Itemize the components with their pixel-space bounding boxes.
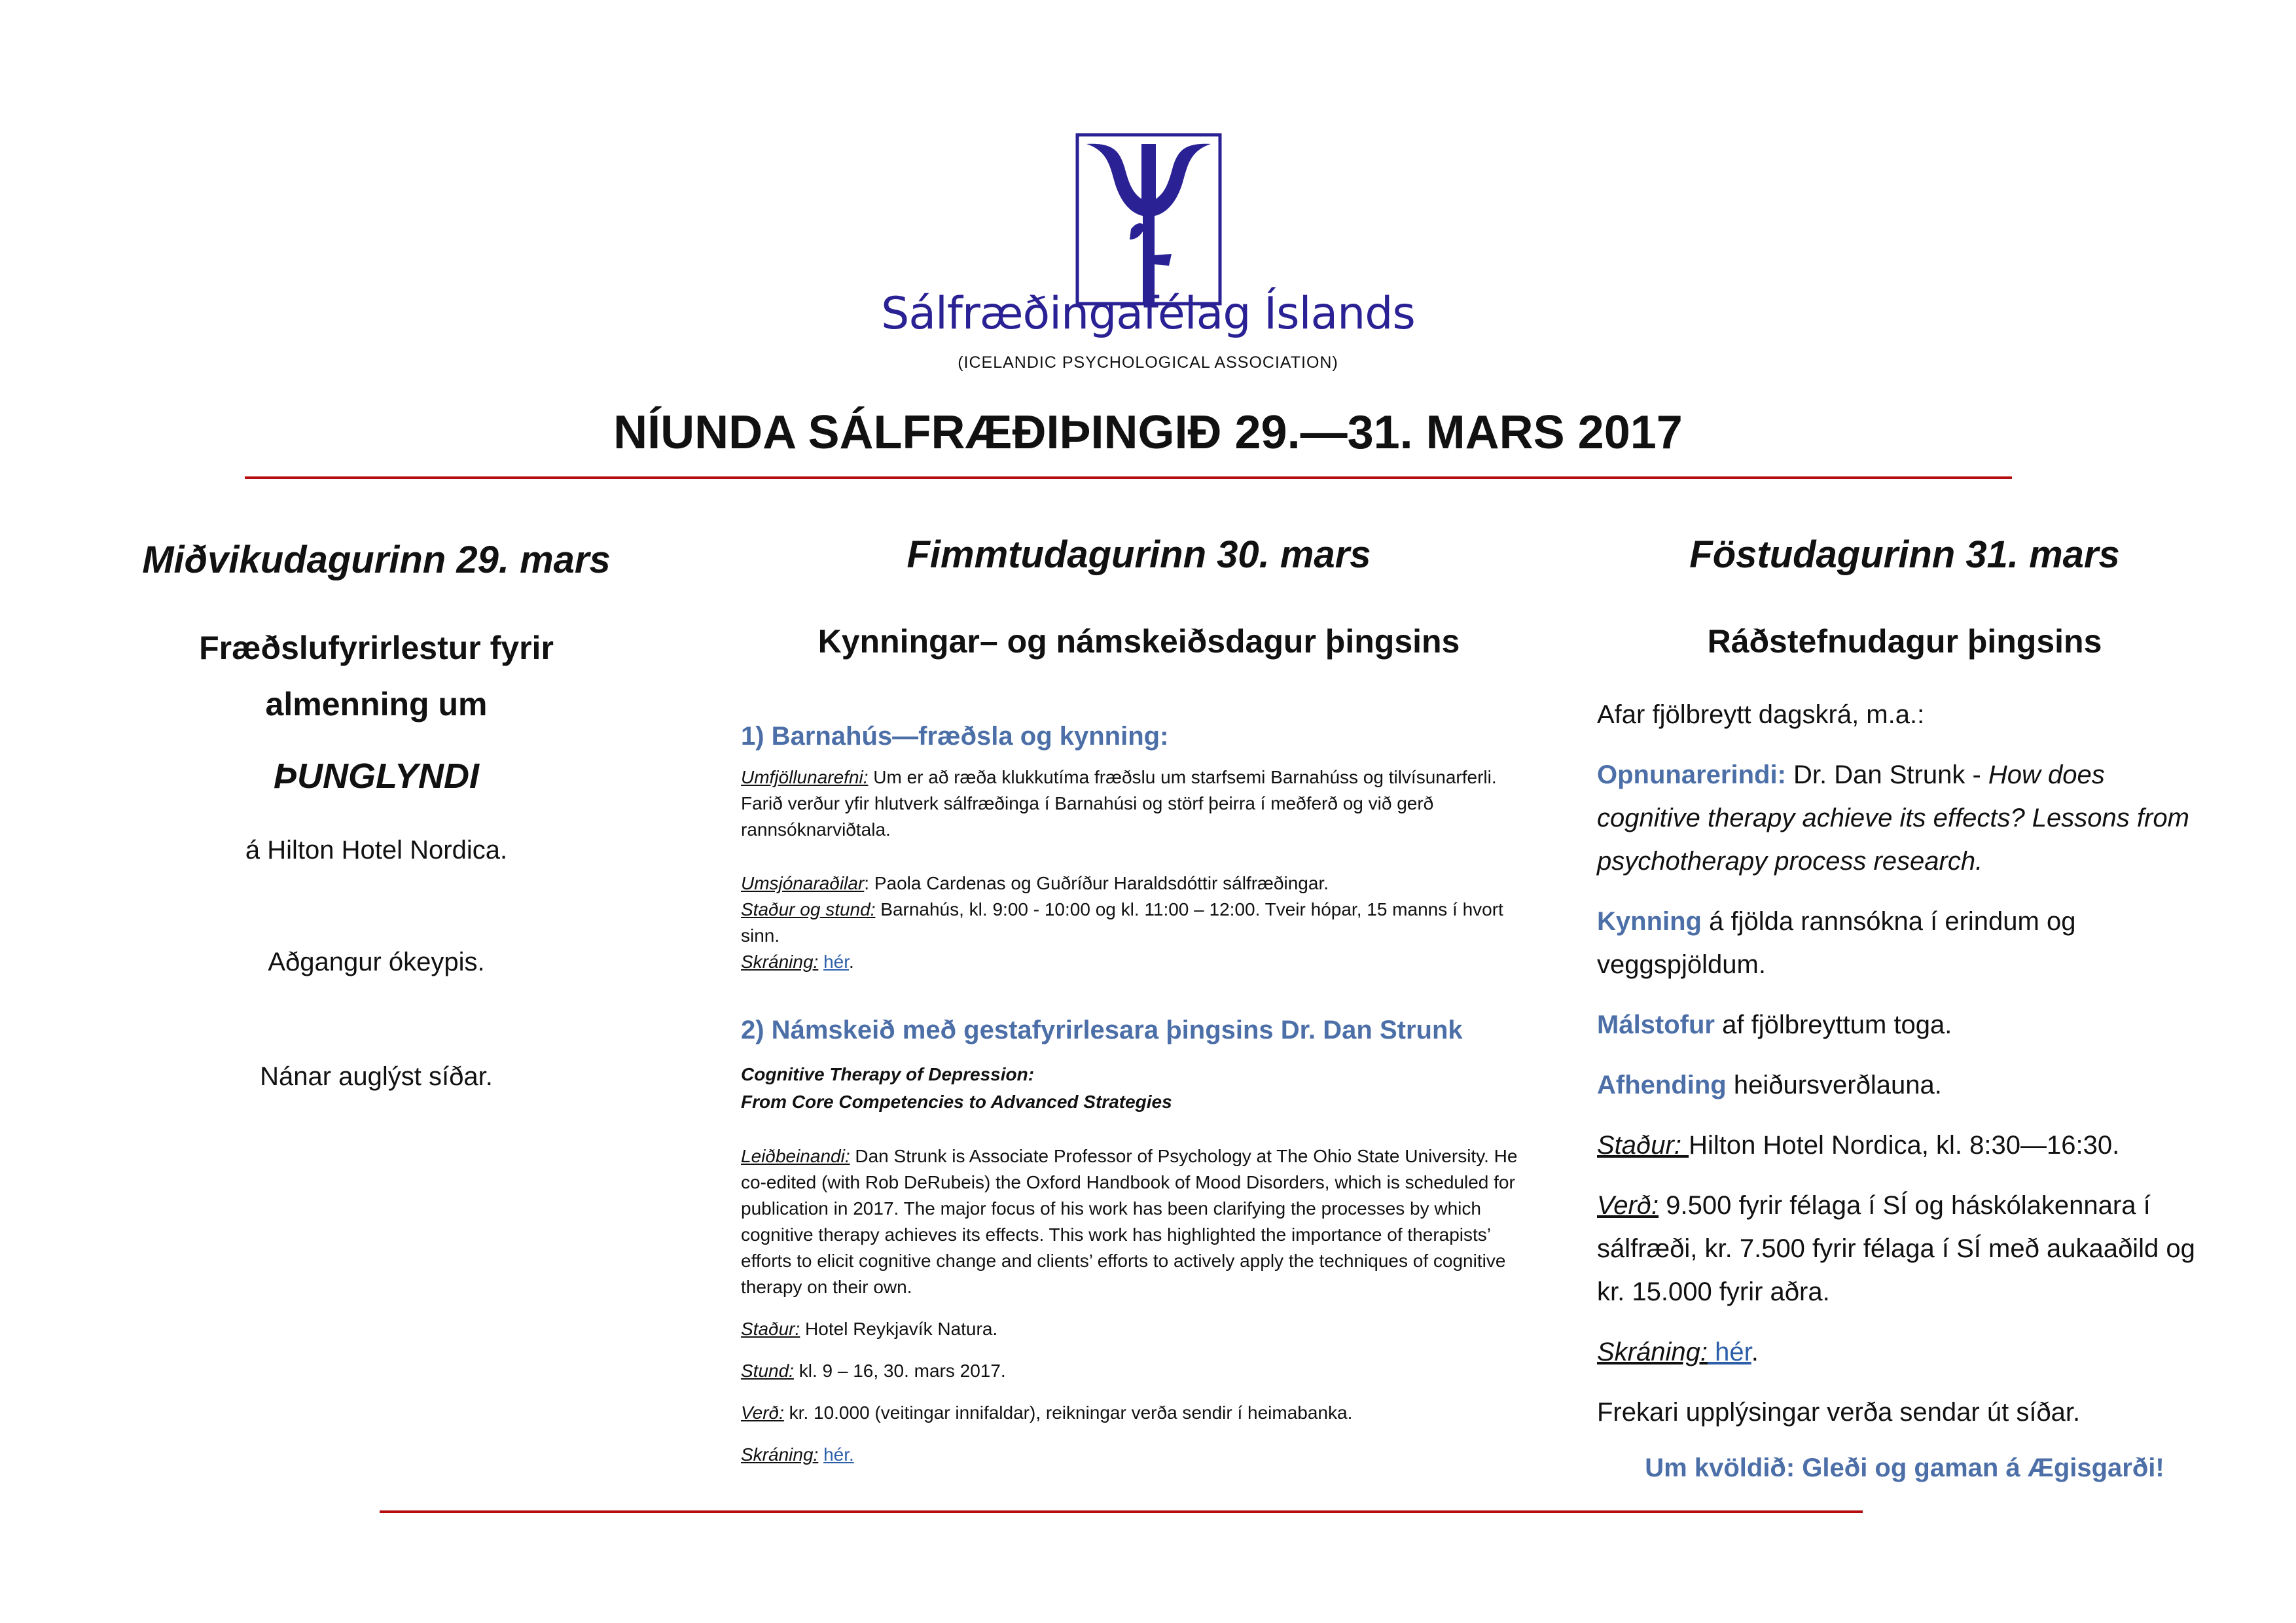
section2-price-label: Verð:	[741, 1402, 784, 1423]
day2-heading: Fimmtudagurinn 30. mars	[906, 533, 1371, 576]
section2-book-title	[741, 1061, 1537, 1116]
day1-topic: ÞUNGLYNDI	[273, 757, 479, 796]
day1-admission: Aðgangur ókeypis.	[268, 948, 485, 976]
day3-kynning-text: á fjölda rannsókna í erindum og veggspjöldum.	[1597, 907, 2076, 979]
section2-time	[741, 1358, 1537, 1384]
day1-subtitle-line2: almenning um	[265, 686, 488, 722]
section2-price-text: kr. 10.000 (veitingar innifaldar), reikningar verða sendir í heimabanka.	[783, 1402, 1353, 1423]
section1-registration	[741, 949, 1537, 975]
day1-heading: Miðvikudagurinn 29. mars	[142, 539, 611, 581]
page-title: NÍUNDA SÁLFRÆÐIÞINGIÐ 29.—31. MARS 2017	[613, 406, 1683, 459]
section1-registration-link[interactable]: hér	[823, 952, 850, 972]
section2-lecturer	[741, 1143, 1537, 1300]
bottom-divider	[380, 1510, 1863, 1513]
day3-column	[1597, 533, 2212, 1483]
section2-price	[741, 1400, 1537, 1426]
day3-opening	[1597, 753, 2212, 883]
day3-opening-text: Dr. Dan Strunk -	[1785, 760, 1988, 789]
section1-place	[741, 897, 1537, 949]
section1-topic	[741, 764, 1537, 843]
day3-registration-end: .	[1751, 1338, 1759, 1366]
day3-place	[1597, 1124, 2212, 1167]
day3-kynning-label: Kynning	[1597, 907, 1702, 936]
day1-venue: á Hilton Hotel Nordica.	[245, 836, 508, 865]
section1-organizers	[741, 870, 1537, 897]
day3-price-text: 9.500 fyrir félaga í SÍ og háskólakennara í sálfræði, kr. 7.500 fyrir félaga í SÍ með aukaaðild og kr. 15.000 fyrir aðra.	[1597, 1191, 2195, 1306]
day3-afhending-label: Afhending	[1597, 1071, 1727, 1099]
section2-book-line2: From Core Competencies to Advanced Strategies	[741, 1092, 1172, 1112]
day3-opening-label: Opnunarerindi:	[1597, 760, 1786, 789]
day3-malstofur	[1597, 1003, 2212, 1046]
org-name: Sálfræðingafélag Íslands	[881, 288, 1415, 340]
section2-place	[741, 1316, 1537, 1342]
section2-book-line1: Cognitive Therapy of Depression:	[741, 1064, 1035, 1084]
day3-intro: Afar fjölbreytt dagskrá, m.a.:	[1597, 700, 1925, 729]
day3-kynning	[1597, 900, 2212, 986]
psi-icon	[1073, 131, 1224, 308]
top-divider	[245, 476, 2012, 479]
section1-registration-label: Skráning:	[741, 952, 819, 972]
day1-subtitle-line1: Fræðslufyrirlestur fyrir	[199, 630, 554, 666]
day3-registration	[1597, 1330, 2212, 1374]
section2-time-label: Stund:	[741, 1361, 794, 1381]
section2-lecturer-label: Leiðbeinandi:	[741, 1146, 850, 1166]
day1-subtitle	[105, 620, 648, 732]
section1-registration-end: .	[849, 952, 854, 972]
org-subtitle: (ICELANDIC PSYCHOLOGICAL ASSOCIATION)	[958, 353, 1338, 372]
day3-place-label: Staður:	[1597, 1131, 1689, 1160]
day3-registration-link[interactable]: hér	[1707, 1338, 1751, 1366]
section1-title: 1) Barnahús—fræðsla og kynning:	[741, 722, 1169, 751]
section1-organizers-label: Umsjónaraðilar	[741, 873, 865, 893]
day1-more: Nánar auglýst síðar.	[260, 1062, 493, 1091]
day3-price-label: Verð:	[1597, 1191, 1659, 1220]
section2-lecturer-text: Dan Strunk is Associate Professor of Psychology at The Ohio State University. He co-edited (with Rob DeRubeis) the Oxford Handbook of Mood Disorders, which is scheduled for publication in 2017. The major focus of his work has been clarifying the processes by which cognitive therapy achieves its effects. This work has highlighted the importance of therapists’ efforts to elicit cognitive change and clients’ efforts to actively apply the techniques of cognitive therapy on their own.	[741, 1146, 1518, 1297]
section1-place-text: Barnahús, kl. 9:00 - 10:00 og kl. 11:00 – 12:00. Tveir hópar, 15 manns í hvort sinn.	[741, 899, 1503, 946]
day3-place-text: Hilton Hotel Nordica, kl. 8:30—16:30.	[1689, 1131, 2120, 1160]
section2-registration-link[interactable]: hér.	[823, 1444, 854, 1465]
day3-afhending-text: heiðursverðlauna.	[1726, 1071, 1942, 1099]
day3-price	[1597, 1184, 2212, 1313]
section2-time-text: kl. 9 – 16, 30. mars 2017.	[793, 1361, 1006, 1381]
day1-column	[105, 538, 648, 1092]
section2-title: 2) Námskeið með gestafyrirlesara þingsins Dr. Dan Strunk	[741, 1016, 1463, 1044]
section2-registration	[741, 1442, 1537, 1468]
day3-malstofur-label: Málstofur	[1597, 1010, 1715, 1039]
section2-place-text: Hotel Reykjavík Natura.	[800, 1319, 998, 1339]
day3-registration-label: Skráning:	[1597, 1338, 1708, 1366]
day3-afhending	[1597, 1063, 2212, 1107]
section1-place-label: Staður og stund:	[741, 899, 876, 919]
day3-more: Frekari upplýsingar verða sendar út síðar.	[1597, 1398, 2081, 1427]
day3-evening: Um kvöldið: Gleði og gaman á Ægisgarði!	[1645, 1454, 2164, 1482]
day2-column	[741, 533, 1537, 1468]
section1-organizers-text: : Paola Cardenas og Guðríður Haraldsdóttir sálfræðingar.	[864, 873, 1329, 893]
day3-subtitle: Ráðstefnudagur þingsins	[1707, 623, 2102, 660]
section1-topic-label: Umfjöllunarefni:	[741, 767, 869, 787]
section2-registration-label: Skráning:	[741, 1444, 819, 1465]
day3-heading: Föstudagurinn 31. mars	[1689, 533, 2120, 576]
section2-place-label: Staður:	[741, 1319, 800, 1339]
day3-opening-title: How does cognitive therapy achieve its effects? Lessons from psychotherapy process research.	[1597, 760, 2189, 876]
day2-subtitle: Kynningar– og námskeiðsdagur þingsins	[817, 623, 1460, 660]
section1-topic-text: Um er að ræða klukkutíma fræðslu um starfsemi Barnahúss og tilvísunarferli. Farið verður yfir hlutverk sálfræðinga í Barnahúsi og störf þeirra í meðferð og við gerð rannsóknarviðtala.	[741, 767, 1497, 840]
day3-malstofur-text: af fjölbreyttum toga.	[1715, 1010, 1952, 1039]
